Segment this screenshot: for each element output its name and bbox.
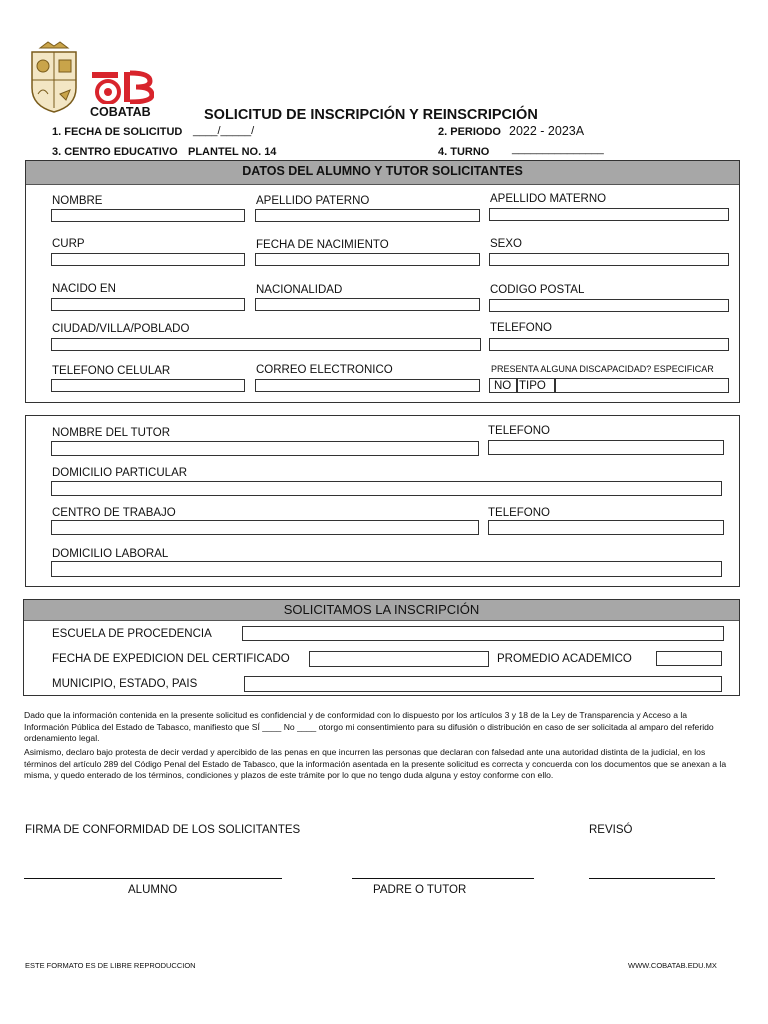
fecha-nacimiento-label: FECHA DE NACIMIENTO	[256, 239, 389, 251]
tutor-telefono2-field[interactable]	[488, 520, 724, 535]
tabasco-coat-of-arms	[26, 40, 82, 114]
promedio-field[interactable]	[656, 651, 722, 666]
telefono-celular-label: TELEFONO CELULAR	[52, 365, 171, 377]
nombre-label: NOMBRE	[52, 195, 103, 207]
fecha-label: 1. FECHA DE SOLICITUD	[52, 126, 183, 138]
footer-note: ESTE FORMATO ES DE LIBRE REPRODUCCION	[25, 961, 196, 970]
brand-name: COBATAB	[90, 105, 151, 119]
centro-value: PLANTEL NO. 14	[188, 146, 277, 158]
discapacidad-label: PRESENTA ALGUNA DISCAPACIDAD? ESPECIFICAR	[491, 364, 714, 374]
form-title: SOLICITUD DE INSCRIPCIÓN Y REINSCRIPCIÓN	[204, 107, 538, 123]
tutor-telefono-label: TELEFONO	[488, 425, 550, 437]
promedio-label: PROMEDIO ACADEMICO	[497, 653, 632, 665]
discapacidad-tipo-label: TIPO	[519, 380, 546, 392]
codigo-postal-field[interactable]	[489, 299, 729, 312]
footer-website[interactable]: WWW.COBATAB.EDU.MX	[628, 961, 717, 970]
alumno-section-title: DATOS DEL ALUMNO Y TUTOR SOLICITANTES	[26, 161, 739, 185]
curp-field[interactable]	[51, 253, 245, 266]
apellido-paterno-label: APELLIDO PATERNO	[256, 195, 370, 207]
tutor-domicilio-field[interactable]	[51, 481, 722, 496]
inscripcion-section-title: SOLICITAMOS LA INSCRIPCIÓN	[24, 600, 739, 621]
tutor-domicilio-label: DOMICILIO PARTICULAR	[52, 467, 188, 479]
padre-signature-line[interactable]	[352, 878, 534, 879]
nombre-field[interactable]	[51, 209, 245, 222]
reviso-signature-line[interactable]	[589, 878, 715, 879]
sexo-field[interactable]	[489, 253, 729, 266]
fecha-certificado-label: FECHA DE EXPEDICION DEL CERTIFICADO	[52, 653, 290, 665]
tutor-telefono2-label: TELEFONO	[488, 507, 550, 519]
correo-label: CORREO ELECTRONICO	[256, 364, 393, 376]
centro-label: 3. CENTRO EDUCATIVO	[52, 146, 178, 158]
escuela-label: ESCUELA DE PROCEDENCIA	[52, 628, 212, 640]
municipio-field[interactable]	[244, 676, 722, 692]
alumno-signature-line[interactable]	[24, 878, 282, 879]
codigo-postal-label: CODIGO POSTAL	[490, 284, 585, 296]
telefono-field[interactable]	[489, 338, 729, 351]
tutor-centro-trabajo-label: CENTRO DE TRABAJO	[52, 507, 176, 519]
escuela-field[interactable]	[242, 626, 724, 641]
turno-label: 4. TURNO	[438, 146, 490, 158]
correo-field[interactable]	[255, 379, 480, 392]
fecha-nacimiento-field[interactable]	[255, 253, 480, 266]
tutor-centro-trabajo-field[interactable]	[51, 520, 479, 535]
tutor-nombre-label: NOMBRE DEL TUTOR	[52, 427, 170, 439]
nacido-en-field[interactable]	[51, 298, 245, 311]
discapacidad-no-label: NO	[494, 380, 512, 392]
municipio-label: MUNICIPIO, ESTADO, PAIS	[52, 678, 198, 690]
tutor-domicilio-laboral-label: DOMICILIO LABORAL	[52, 548, 169, 560]
apellido-materno-field[interactable]	[489, 208, 729, 221]
fecha-value[interactable]: ____/_____/	[193, 125, 255, 137]
alumno-signature-label: ALUMNO	[128, 884, 178, 896]
reviso-label: REVISÓ	[589, 824, 633, 836]
apellido-materno-label: APELLIDO MATERNO	[490, 193, 607, 205]
apellido-paterno-field[interactable]	[255, 209, 480, 222]
legal-paragraph-1: Dado que la información contenida en la presente solicitud es confidencial y de conformidad con lo dispuesto por los artículos 3 y 18 de la Ley de Transparencia y Acceso a la Información Pública del Estado de Tabasco, manifiesto que SÍ ____ No ____ otorgo mi consentimiento para su difusión o distribución en caso de ser solicitada al amparo del referido ordenamiento legal.	[24, 710, 714, 743]
sexo-label: SEXO	[490, 238, 522, 250]
nacionalidad-label: NACIONALIDAD	[256, 284, 343, 296]
tutor-nombre-field[interactable]	[51, 441, 479, 456]
cobatab-logo	[90, 70, 154, 104]
discapacidad-especificar-field[interactable]	[555, 378, 729, 393]
tutor-telefono-field[interactable]	[488, 440, 724, 455]
firma-conformidad-label: FIRMA DE CONFORMIDAD DE LOS SOLICITANTES	[25, 824, 301, 836]
periodo-value: 2022 - 2023A	[509, 124, 585, 138]
turno-value[interactable]: _______________	[512, 143, 604, 155]
tutor-domicilio-laboral-field[interactable]	[51, 561, 722, 577]
periodo-label: 2. PERIODO	[438, 126, 501, 138]
telefono-celular-field[interactable]	[51, 379, 245, 392]
curp-label: CURP	[52, 238, 85, 250]
padre-signature-label: PADRE O TUTOR	[373, 884, 467, 896]
ciudad-field[interactable]	[51, 338, 481, 351]
ciudad-label: CIUDAD/VILLA/POBLADO	[52, 323, 190, 335]
legal-paragraph-2: Asimismo, declaro bajo protesta de decir verdad y apercibido de las penas en que incurren las personas que declaran con falsedad ante una autoridad distinta de la judicial, en los términos del artículo 289 del Código Penal del Estado de Tabasco, que la información asentada en la presente solicitud es correcta y concuerda con los documentos que se anexan a la misma, y quedo enterado de los términos, condiciones y plazos de este trámite por lo que no tengo duda alguna y estoy conforme con ello.	[24, 747, 727, 780]
nacido-en-label: NACIDO EN	[52, 283, 116, 295]
nacionalidad-field[interactable]	[255, 298, 480, 311]
telefono-label: TELEFONO	[490, 322, 552, 334]
fecha-certificado-field[interactable]	[309, 651, 489, 667]
